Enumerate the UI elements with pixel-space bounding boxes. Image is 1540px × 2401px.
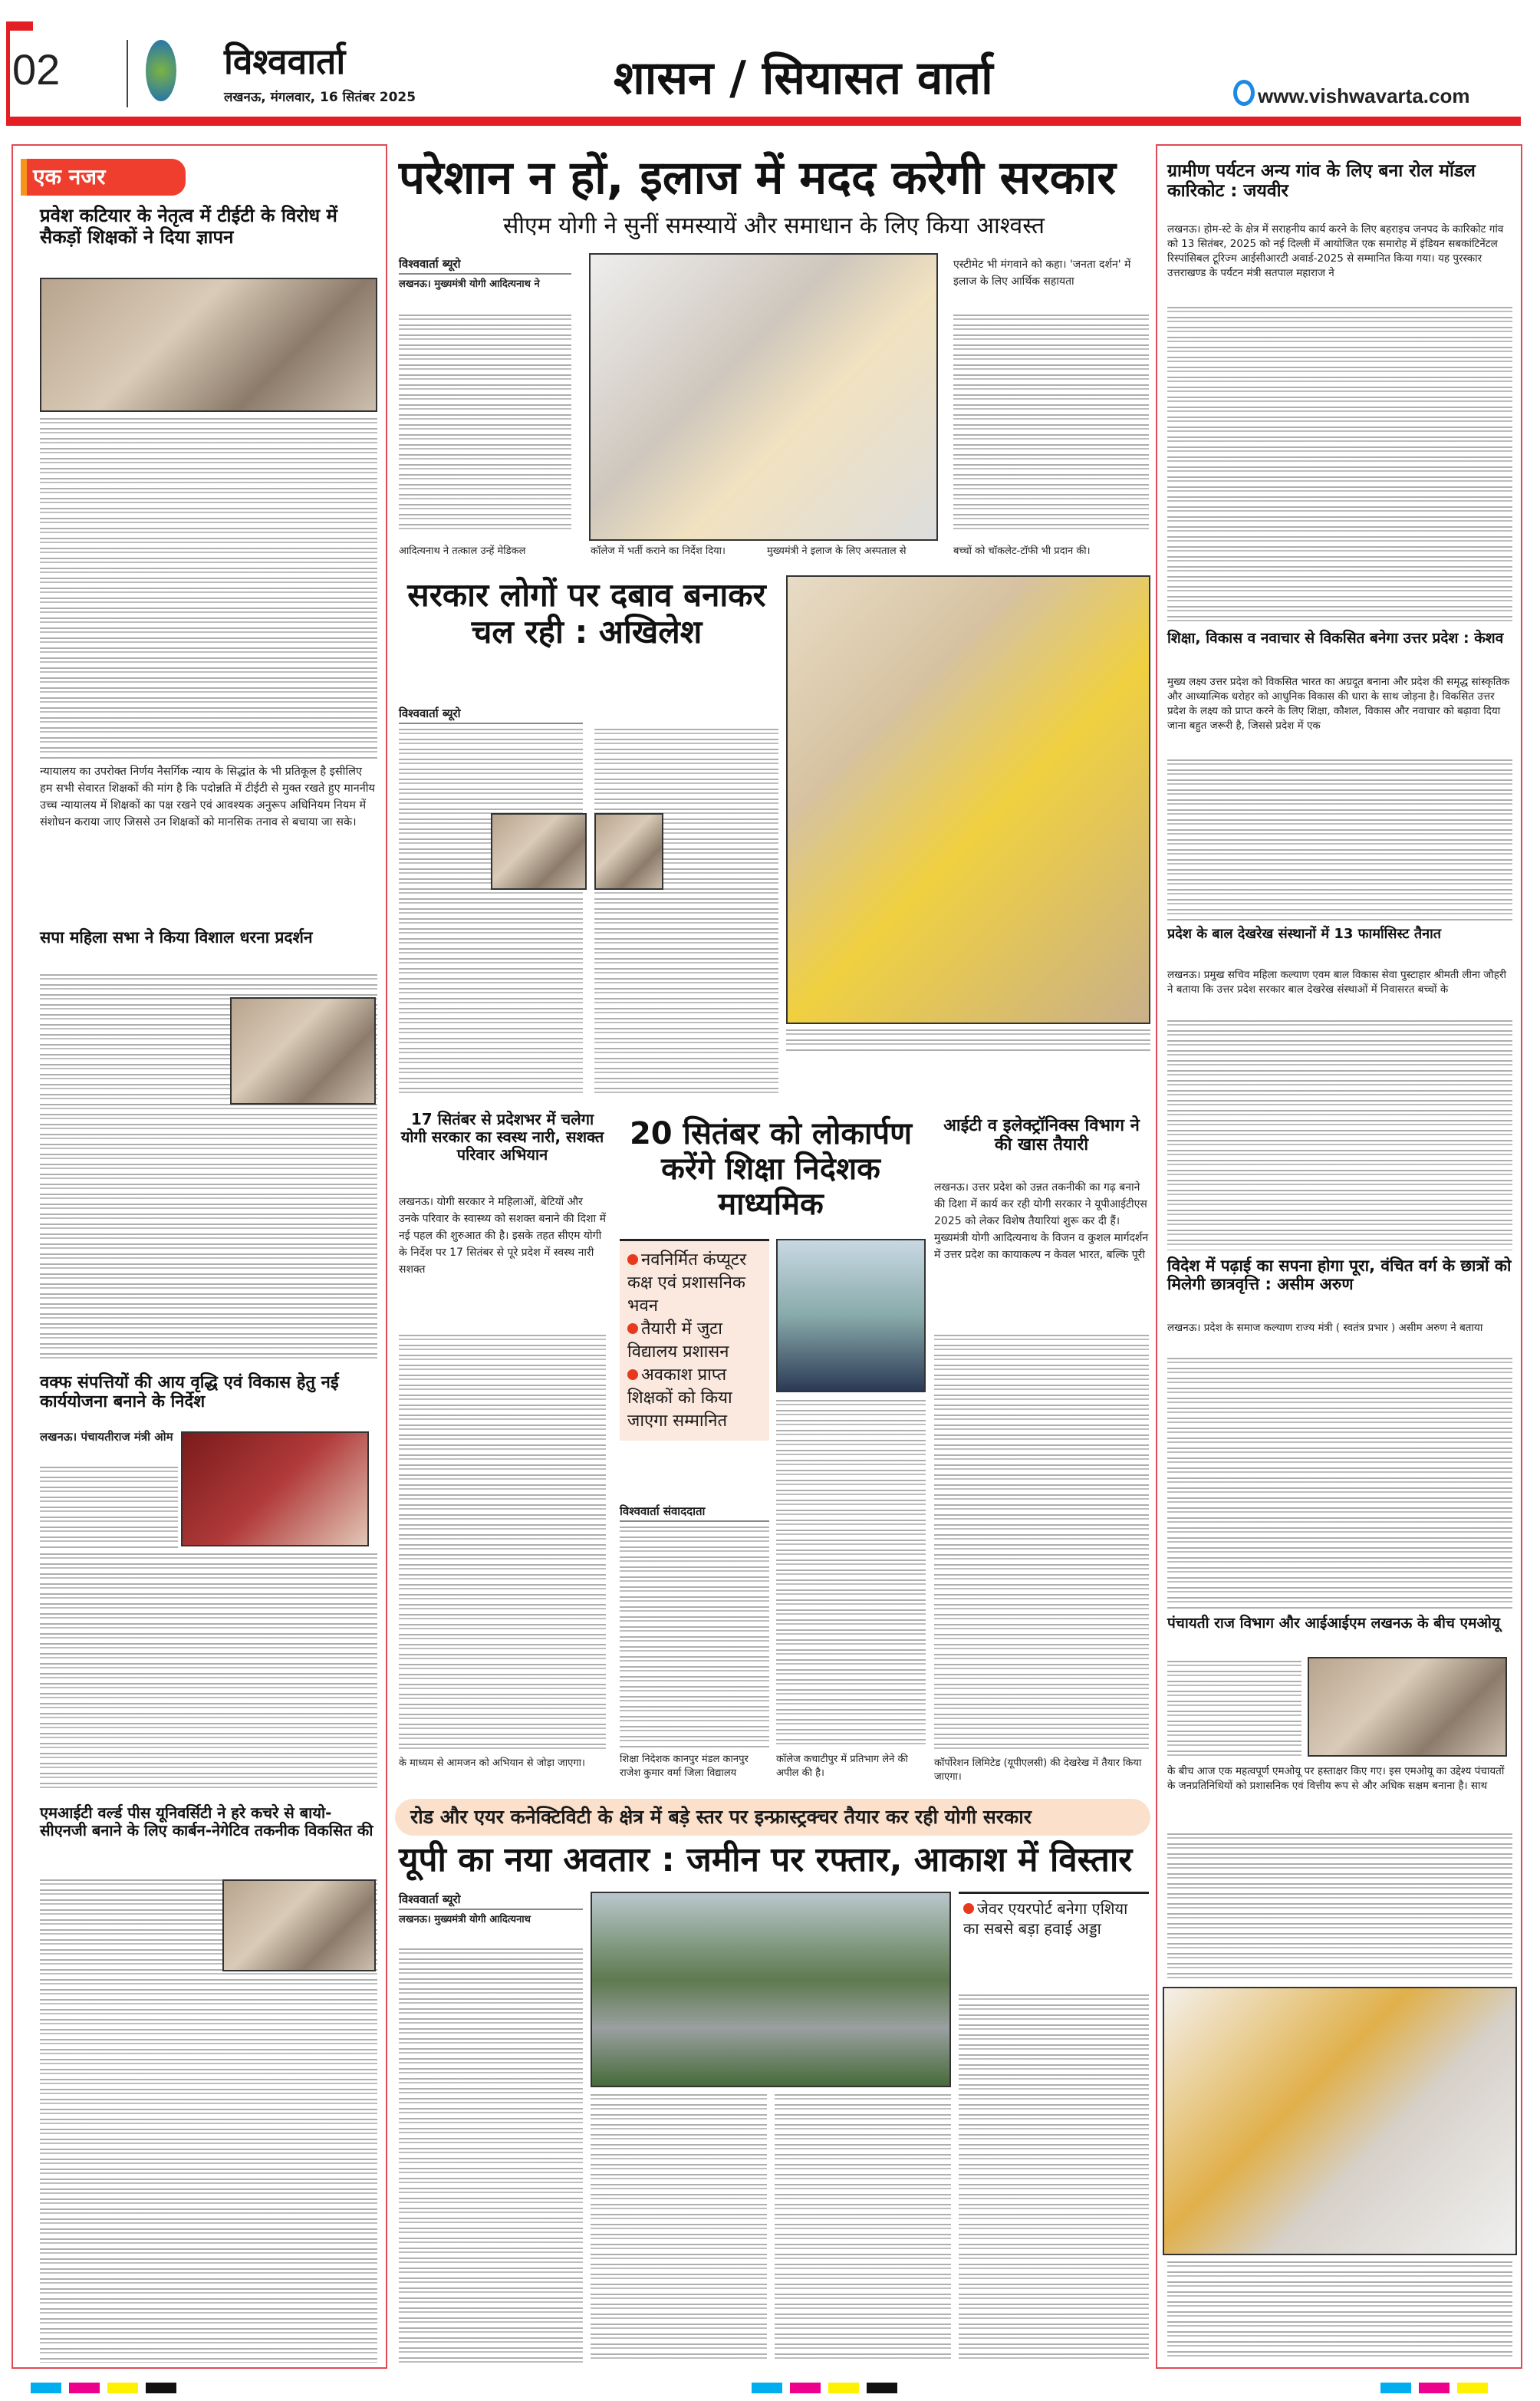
- headline: शिक्षा, विकास व नवाचार से विकसित बनेगा उत्तर प्रदेश : केशव: [1167, 630, 1504, 647]
- text-end: कॉर्पोरेशन लिमिटेड (यूपीएलसी) की देखरेख में तैयार किया जाएगा।: [934, 1757, 1142, 1783]
- headline: 17 सितंबर से प्रदेशभर में चलेगा योगी सरकार का स्वस्थ नारी, सशक्त परिवार अभियान: [400, 1110, 604, 1164]
- lead-headline: परेशान न हों, इलाज में मदद करेगी सरकार: [399, 151, 1116, 205]
- masthead: [0, 0, 1540, 130]
- photo: [1163, 1987, 1517, 2255]
- headline: प्रवेश कटियार के नेतृत्व में टीईटी के विरोध में सैकड़ों शिक्षकों ने दिया ज्ञापन: [40, 205, 337, 248]
- headline: यूपी का नया अवतार : जमीन पर रफ्तार, आकाश में विस्तार: [399, 1840, 1133, 1879]
- photo: [222, 1879, 376, 1971]
- headline: एमआईटी वर्ल्ड पीस यूनिवर्सिटी ने हरे कचरे से बायो-सीएनजी बनाने के लिए कार्बन-नेगेटिव तकनीक विकसित की: [40, 1803, 373, 1839]
- browser-e-icon: [1233, 80, 1255, 106]
- text-end: आदित्यनाथ ने तत्काल उन्हें मेडिकल: [399, 545, 526, 557]
- bullet-item: अवकाश प्राप्त शिक्षकों को किया जाएगा सम्मानित: [627, 1365, 732, 1431]
- photo: [786, 575, 1150, 1024]
- headline: सरकार लोगों पर दबाव बनाकर चल रही : अखिलेश: [407, 576, 766, 651]
- article-text: लखनऊ। होम-स्टे के क्षेत्र में सराहनीय कार्य करने के लिए बहराइच जनपद के कारिकोट गांव को 13 सितंबर, 2025 को नई दिल्ली में आयोजित एक समारोह में इंडियन सबकांटिनेंटल रिस्पांसिबल टूरिज्म आईसीआरटी अवार्ड-2025 से सम्मानित किया गया। यह पुरस्कार उत्तराखण्ड के पर्यटन मंत्री सतपाल महाराज ने: [1167, 223, 1504, 279]
- article-text: लखनऊ। उत्तर प्रदेश को उन्नत तकनीकी का गढ़ बनाने की दिशा में कार्य कर रही योगी सरकार ने यूपीआईटीएस 2025 को लेकर विशेष तैयारियां शुरू कर दी हैं। मुख्यमंत्री योगी आदित्यनाथ के विजन व कुशल मार्गदर्शन में उत्तर प्रदेश का कायाकल्प न केवल भारत, बल्कि पूरी: [934, 1181, 1149, 1261]
- article-lead: लखनऊ। पंचायतीराज मंत्री ओम: [40, 1430, 173, 1444]
- bullet-item: जेवर एयरपोर्ट बनेगा एशिया का सबसे बड़ा हवाई अड्डा: [963, 1899, 1128, 1938]
- photo: [40, 278, 377, 412]
- article-text: एस्टीमेट भी मंगवाने को कहा। 'जनता दर्शन' में इलाज के लिए आर्थिक सहायता: [953, 259, 1131, 288]
- section-banner: [395, 1799, 1150, 1836]
- ek-nazar-badge: [21, 159, 186, 196]
- text-end: बच्चों को चॉकलेट-टॉफी भी प्रदान की।: [953, 545, 1091, 557]
- photo: [776, 1239, 926, 1392]
- article-text: लखनऊ। प्रमुख सचिव महिला कल्याण एवम बाल विकास सेवा पुस्टाहार श्रीमती लीना जौहरी ने बताया कि उत्तर प्रदेश सरकार बाल देखरेख संस्थाओं में निवासरत बच्चों के: [1167, 969, 1506, 996]
- text-end: कॉलेज कचाटीपुर में प्रतिभाग लेने की अपील की है।: [776, 1754, 908, 1779]
- bullet-item: नवनिर्मित कंप्यूटर कक्ष एवं प्रशासनिक भवन: [627, 1250, 747, 1316]
- headline: वक्फ संपत्तियों की आय वृद्धि एवं विकास हेतु नई कार्ययोजना बनाने के निर्देश: [40, 1373, 339, 1412]
- text-end: शिक्षा निदेशक कानपुर मंडल कानपुर राजेश कुमार वर्मा जिला विद्यालय: [620, 1754, 749, 1779]
- photo: [491, 813, 587, 890]
- text-end: के माध्यम से आमजन को अभियान से जोड़ा जाएगा।: [399, 1757, 585, 1769]
- badge-label: एक नजर: [33, 164, 106, 189]
- photo: [591, 1892, 951, 2087]
- logo: [146, 40, 176, 101]
- paper-name: विश्ववार्ता: [224, 41, 346, 82]
- headline: 20 सितंबर को लोकार्पण करेंगे शिक्षा निदेशक माध्यमिक: [629, 1116, 913, 1222]
- article-excerpt: न्यायालय का उपरोक्त निर्णय नैसर्गिक न्याय के सिद्धांत के भी प्रतिकूल है इसीलिए हम सभी सेवारत शिक्षकों की मांग है कि पदोन्नति में टीईटी से मुक्त रखते हुए माननीय उच्च न्यायालय में शिक्षकों का पक्ष रखने एवं आवश्यक अनुरूप अधिनियम नियम में संशोधन कराया जाए जिससे उन शिक्षकों को मानसिक तनाव से बचाया जा सके।: [40, 766, 375, 828]
- lead-text: लखनऊ। मुख्यमंत्री योगी आदित्यनाथ ने: [399, 278, 540, 290]
- photo: [594, 813, 663, 890]
- photo-caption: मुख्यमंत्री ने इलाज के लिए अस्पताल से: [767, 545, 907, 557]
- photo: [589, 253, 938, 541]
- lead-subheadline: सीएम योगी ने सुनीं समस्यायें और समाधान के लिए किया आश्वस्त: [503, 212, 1045, 239]
- photo: [181, 1431, 369, 1546]
- headline: विदेश में पढ़ाई का सपना होगा पूरा, वंचित वर्ग के छात्रों को मिलेगी छात्रवृत्ति : असीम अरुण: [1167, 1256, 1512, 1294]
- headline: ग्रामीण पर्यटन अन्य गांव के लिए बना रोल मॉडल कारिकोट : जयवीर: [1167, 161, 1476, 202]
- headline: प्रदेश के बाल देखरेख संस्थानों में 13 फार्मासिस्ट तैनात: [1167, 926, 1441, 942]
- byline: विश्ववार्ता संवाददाता: [620, 1504, 769, 1522]
- highlights-box: [620, 1239, 769, 1441]
- byline: विश्ववार्ता ब्यूरो: [399, 256, 571, 275]
- byline: विश्ववार्ता ब्यूरो: [399, 706, 583, 724]
- lead-text: लखनऊ। मुख्यमंत्री योगी आदित्यनाथ: [399, 1914, 531, 1925]
- highlights-box: [959, 1892, 1149, 1943]
- article-text: लखनऊ। योगी सरकार ने महिलाओं, बेटियों और उनके परिवार के स्वास्थ्य को सशक्त बनाने की दिशा में नई पहल की शुरुआत की है। इसके तहत सीएम योगी के निर्देश पर 17 सितंबर से पूरे प्रदेश में स्वस्थ नारी सशक्त: [399, 1196, 606, 1276]
- website-url[interactable]: www.vishwavarta.com: [1258, 84, 1470, 107]
- dateline: लखनऊ, मंगलवार, 16 सितंबर 2025: [224, 90, 416, 105]
- banner-text: रोड और एयर कनेक्टिविटी के क्षेत्र में बड़े स्तर पर इन्फ्रास्ट्रक्चर तैयार कर रही योगी सरकार: [410, 1806, 1032, 1828]
- article-excerpt: मुख्य लक्ष्य उत्तर प्रदेश को विकसित भारत का अग्रदूत बनाना और प्रदेश की समृद्ध सांस्कृतिक और आध्यात्मिक धरोहर को आधुनिक विकास की धारा के साथ जोड़ना है। विकसित उत्तर प्रदेश के लक्ष्य को प्राप्त करने के लिए शिक्षा, कौशल, विकास और नवाचार को बढ़ावा दिया जाना बहुत जरूरी है, जिससे प्रदेश में एक: [1167, 676, 1510, 732]
- article-text: लखनऊ। प्रदेश के समाज कल्याण राज्य मंत्री ( स्वतंत्र प्रभार ) असीम अरुण ने बताया: [1167, 1322, 1483, 1334]
- bullet-item: तैयारी में जुटा विद्यालय प्रशासन: [627, 1319, 729, 1362]
- headline: पंचायती राज विभाग और आईआईएम लखनऊ के बीच एमओयू: [1167, 1615, 1500, 1632]
- photo: [230, 997, 376, 1105]
- headline: सपा महिला सभा ने किया विशाल धरना प्रदर्शन: [40, 928, 313, 947]
- article-text: के बीच आज एक महत्वपूर्ण एमओयू पर हस्ताक्षर किए गए। इस एमओयू का उद्देश्य पंचायतों के जनप्रतिनिधियों को प्रशासनिक एवं वित्तीय रूप से और अधिक सक्षम बनाना है। साथ: [1167, 1765, 1505, 1792]
- page-number: 02: [12, 45, 61, 94]
- headline: आईटी व इलेक्ट्रॉनिक्स विभाग ने की खास तैयारी: [943, 1116, 1140, 1155]
- section-title: शासन / सियासत वार्ता: [614, 51, 993, 105]
- photo-caption: कॉलेज में भर्ती कराने का निर्देश दिया।: [591, 545, 726, 557]
- photo: [1308, 1657, 1507, 1757]
- byline: विश्ववार्ता ब्यूरो: [399, 1892, 583, 1910]
